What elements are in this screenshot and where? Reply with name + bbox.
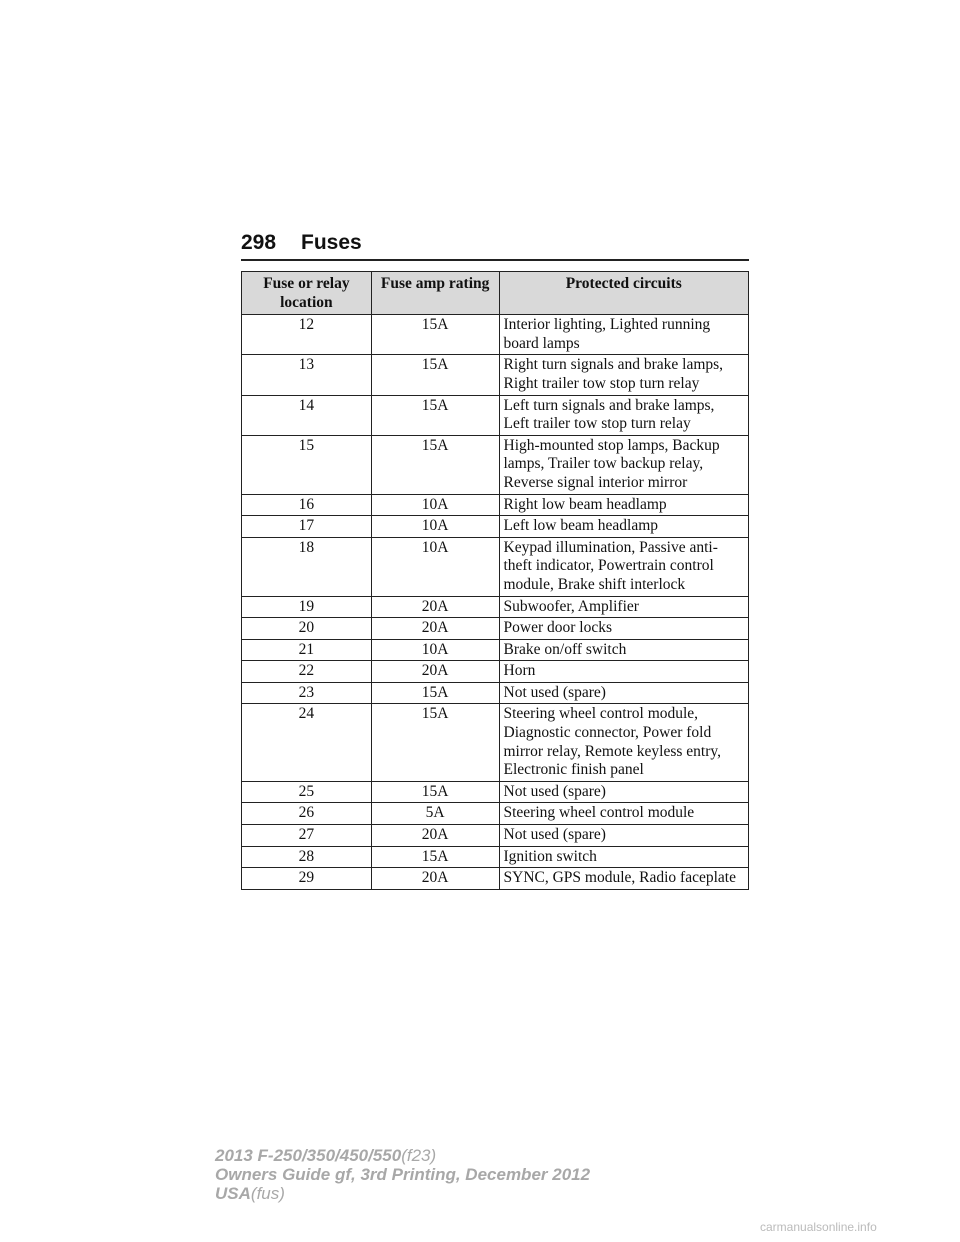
table-row <box>242 355 749 395</box>
table-row <box>242 639 749 661</box>
fuse-amp-cell: 15A <box>371 355 499 395</box>
fuse-amp-cell: 15A <box>371 682 499 704</box>
protected-circuits-cell: Steering wheel control module <box>499 803 749 825</box>
protected-circuits-cell: Power door locks <box>499 618 749 640</box>
fuse-amp-cell: 15A <box>371 315 499 355</box>
protected-circuits-cell: Subwoofer, Amplifier <box>499 596 749 618</box>
protected-circuits-cell: Left low beam headlamp <box>499 516 749 538</box>
column-header-amp-rating: Fuse amp rating <box>371 272 499 315</box>
protected-circuits-cell: Keypad illumination, Passive anti-theft indicator, Powertrain control module, Brake shift interlock <box>499 537 749 596</box>
fuse-location-cell: 15 <box>242 435 372 494</box>
table-row <box>242 803 749 825</box>
fuse-location-cell: 27 <box>242 825 372 847</box>
protected-circuits-cell: Interior lighting, Lighted running board lamps <box>499 315 749 355</box>
fuse-amp-cell: 20A <box>371 661 499 683</box>
fuse-location-cell: 28 <box>242 846 372 868</box>
protected-circuits-cell: Brake on/off switch <box>499 639 749 661</box>
fuse-location-cell: 19 <box>242 596 372 618</box>
protected-circuits-cell: Horn <box>499 661 749 683</box>
protected-circuits-cell: Not used (spare) <box>499 682 749 704</box>
table-body <box>242 315 749 890</box>
column-header-protected-circuits: Protected circuits <box>499 272 749 315</box>
protected-circuits-cell: Steering wheel control module, Diagnostic connector, Power fold mirror relay, Remote keyless entry, Electronic finish panel <box>499 704 749 781</box>
header-rule <box>241 259 749 261</box>
footer-line-2: Owners Guide gf, 3rd Printing, December 2012 <box>215 1165 591 1184</box>
protected-circuits-cell: SYNC, GPS module, Radio faceplate <box>499 868 749 890</box>
protected-circuits-cell: High-mounted stop lamps, Backup lamps, Trailer tow backup relay, Reverse signal interior mirror <box>499 435 749 494</box>
fuse-location-cell: 21 <box>242 639 372 661</box>
table-row <box>242 596 749 618</box>
page-number: 298 <box>241 231 277 254</box>
fuse-amp-cell: 15A <box>371 395 499 435</box>
fuse-location-cell: 18 <box>242 537 372 596</box>
protected-circuits-cell: Not used (spare) <box>499 781 749 803</box>
fuse-amp-cell: 10A <box>371 494 499 516</box>
fuse-amp-cell: 20A <box>371 868 499 890</box>
table-row <box>242 537 749 596</box>
page-header <box>241 230 749 260</box>
protected-circuits-cell: Right low beam headlamp <box>499 494 749 516</box>
fuse-amp-cell: 10A <box>371 537 499 596</box>
fuse-amp-cell: 15A <box>371 704 499 781</box>
fuse-location-cell: 20 <box>242 618 372 640</box>
fuse-location-cell: 14 <box>242 395 372 435</box>
column-header-location: Fuse or relay location <box>242 272 372 315</box>
section-title: Fuses <box>301 231 362 254</box>
protected-circuits-cell: Not used (spare) <box>499 825 749 847</box>
footer-lang: (fus) <box>250 1184 285 1203</box>
footer-model: 2013 F-250/350/450/550 <box>215 1146 402 1165</box>
footer-market: USA <box>215 1184 251 1203</box>
table-row <box>242 395 749 435</box>
table-row <box>242 846 749 868</box>
fuse-amp-cell: 10A <box>371 639 499 661</box>
fuse-table <box>241 271 749 890</box>
table-row <box>242 704 749 781</box>
fuse-amp-cell: 20A <box>371 618 499 640</box>
fuse-location-cell: 26 <box>242 803 372 825</box>
protected-circuits-cell: Ignition switch <box>499 846 749 868</box>
table-row <box>242 682 749 704</box>
fuse-location-cell: 23 <box>242 682 372 704</box>
table-row <box>242 868 749 890</box>
table-row <box>242 435 749 494</box>
fuse-amp-cell: 20A <box>371 825 499 847</box>
fuse-amp-cell: 5A <box>371 803 499 825</box>
fuse-location-cell: 29 <box>242 868 372 890</box>
fuse-amp-cell: 20A <box>371 596 499 618</box>
table-row <box>242 825 749 847</box>
fuse-location-cell: 16 <box>242 494 372 516</box>
protected-circuits-cell: Left turn signals and brake lamps, Left trailer tow stop turn relay <box>499 395 749 435</box>
footer-code: (f23) <box>401 1146 437 1165</box>
watermark: carmanualsonline.info <box>760 1220 877 1234</box>
table-row <box>242 516 749 538</box>
table-row <box>242 315 749 355</box>
footer-line-1 <box>215 1146 590 1165</box>
fuse-location-cell: 12 <box>242 315 372 355</box>
protected-circuits-cell: Right turn signals and brake lamps, Right trailer tow stop turn relay <box>499 355 749 395</box>
table-row <box>242 494 749 516</box>
fuse-amp-cell: 15A <box>371 435 499 494</box>
table-row <box>242 661 749 683</box>
table-row <box>242 618 749 640</box>
fuse-amp-cell: 15A <box>371 846 499 868</box>
fuse-amp-cell: 15A <box>371 781 499 803</box>
fuse-location-cell: 13 <box>242 355 372 395</box>
fuse-location-cell: 22 <box>242 661 372 683</box>
footer-line-3 <box>215 1184 590 1203</box>
fuse-location-cell: 25 <box>242 781 372 803</box>
table-header-row <box>242 272 749 315</box>
fuse-location-cell: 17 <box>242 516 372 538</box>
document-footer <box>215 1146 590 1203</box>
fuse-location-cell: 24 <box>242 704 372 781</box>
table-row <box>242 781 749 803</box>
fuse-amp-cell: 10A <box>371 516 499 538</box>
